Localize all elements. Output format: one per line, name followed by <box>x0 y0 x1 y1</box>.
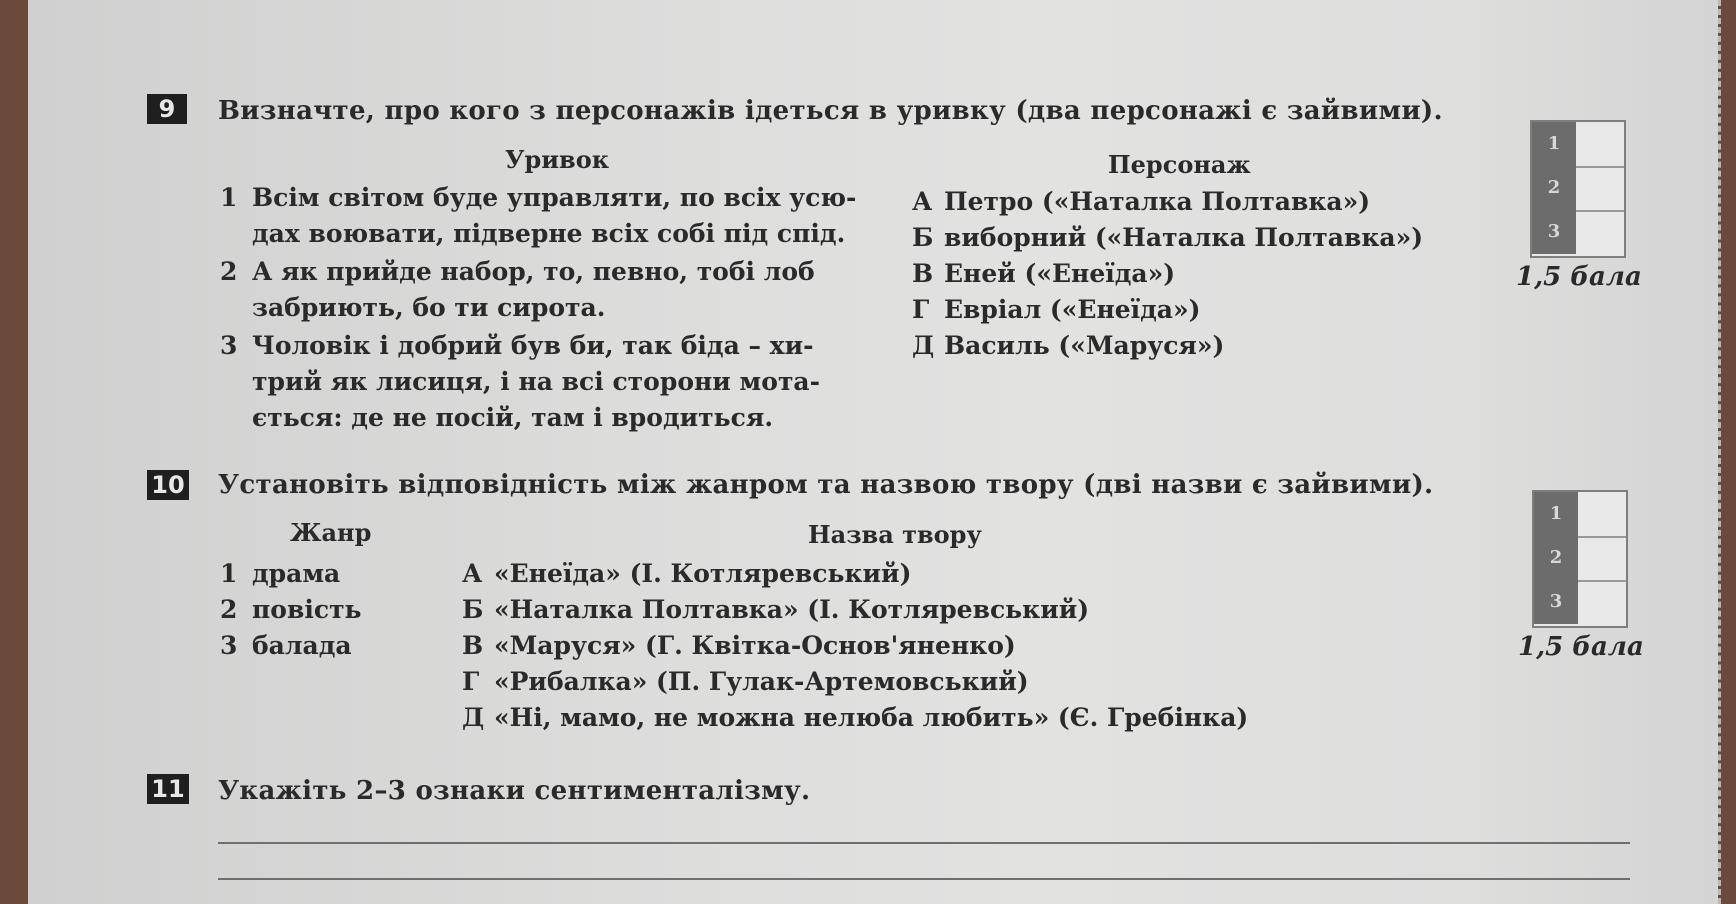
excerpt-line: Чоловік і добрий був би, так біда – хи- <box>252 331 814 360</box>
excerpt-number: 1 <box>220 183 238 212</box>
column-header-genre: Жанр <box>290 518 372 547</box>
option-text: «Наталка Полтавка» (І. Котляревський) <box>494 595 1090 624</box>
answer-cell[interactable] <box>1578 492 1626 538</box>
answer-cell[interactable] <box>1576 122 1624 168</box>
excerpt-line: А як прийде набор, то, певно, тобі лоб <box>252 257 815 286</box>
genre-number: 3 <box>220 631 238 660</box>
answer-grid <box>1530 120 1626 258</box>
genre-1 <box>220 556 340 592</box>
answer-cell[interactable] <box>1576 166 1624 212</box>
title-v <box>462 628 1016 664</box>
excerpt-line: трий як лисиця, і на всі сторони мота- <box>252 367 821 396</box>
title-d <box>462 700 1248 736</box>
option-text: «Рибалка» (П. Гулак-Артемовський) <box>494 667 1029 696</box>
option-text: «Ні, мамо, не можна нелюба любить» (Є. Гребінка) <box>494 703 1249 732</box>
excerpt-2 <box>220 254 815 326</box>
column-header-title: Назва твору <box>808 520 982 549</box>
grid-row-label: 2 <box>1532 166 1576 210</box>
answer-cell[interactable] <box>1578 580 1626 624</box>
character-b <box>912 220 1423 256</box>
column-header-excerpt: Уривок <box>505 145 610 174</box>
answer-grid <box>1532 490 1628 628</box>
option-letter: Д <box>462 703 485 732</box>
question-number-badge: 10 <box>147 470 189 500</box>
option-text: «Маруся» (Г. Квітка-Основ'яненко) <box>494 631 1016 660</box>
title-a <box>462 556 911 592</box>
title-h <box>462 664 1029 700</box>
perforation-line <box>1718 0 1721 904</box>
genre-2 <box>220 592 362 628</box>
option-letter: Г <box>912 295 930 324</box>
genre-text: балада <box>252 631 352 660</box>
question-number-badge: 11 <box>147 774 189 804</box>
question-number-badge: 9 <box>147 94 187 124</box>
option-text: Евріал («Енеїда») <box>944 295 1201 324</box>
option-letter: Б <box>462 595 484 624</box>
option-text: Петро («Наталка Полтавка») <box>944 187 1371 216</box>
title-b <box>462 592 1089 628</box>
option-text: Василь («Маруся») <box>944 331 1225 360</box>
option-letter: Г <box>462 667 480 696</box>
option-letter: В <box>912 259 934 288</box>
option-letter: Б <box>912 223 934 252</box>
answer-line[interactable] <box>218 842 1630 844</box>
option-text: Еней («Енеїда») <box>944 259 1176 288</box>
column-header-character: Персонаж <box>1108 150 1251 179</box>
test-page <box>28 0 1718 904</box>
genre-text: повість <box>252 595 362 624</box>
points-label: 1,5 бала <box>1518 632 1644 662</box>
question-instruction: Визначте, про кого з персонажів ідеться в уривку (два персонажі є зайвими). <box>218 96 1443 126</box>
genre-3 <box>220 628 352 664</box>
character-a <box>912 184 1370 220</box>
genre-text: драма <box>252 559 341 588</box>
excerpt-number: 3 <box>220 331 238 360</box>
option-letter: В <box>462 631 484 660</box>
excerpt-line: ється: де не посій, там і вродиться. <box>252 403 774 432</box>
option-text: «Енеїда» (І. Котляревський) <box>494 559 912 588</box>
grid-row-label: 2 <box>1534 536 1578 580</box>
points-label: 1,5 бала <box>1516 262 1642 292</box>
question-instruction: Установіть відповідність між жанром та назвою твору (дві назви є зайвими). <box>218 470 1434 500</box>
excerpt-line: дах воювати, підверне всіх собі під спід. <box>252 219 846 248</box>
answer-cell[interactable] <box>1576 210 1624 254</box>
option-letter: Д <box>912 331 935 360</box>
character-d <box>912 328 1224 364</box>
genre-number: 1 <box>220 559 238 588</box>
excerpt-3 <box>220 328 820 436</box>
genre-number: 2 <box>220 595 238 624</box>
option-letter: А <box>462 559 483 588</box>
excerpt-line: забриють, бо ти сирота. <box>252 293 606 322</box>
excerpt-1 <box>220 180 856 252</box>
answer-cell[interactable] <box>1578 536 1626 582</box>
grid-row-label: 3 <box>1534 580 1578 624</box>
excerpt-number: 2 <box>220 257 238 286</box>
character-h <box>912 292 1200 328</box>
answer-line[interactable] <box>218 878 1630 880</box>
excerpt-line: Всім світом буде управляти, по всіх усю- <box>252 183 857 212</box>
option-letter: А <box>912 187 933 216</box>
grid-row-label: 1 <box>1534 492 1578 536</box>
character-v <box>912 256 1175 292</box>
option-text: виборний («Наталка Полтавка») <box>944 223 1424 252</box>
grid-row-label: 3 <box>1532 210 1576 254</box>
question-instruction: Укажіть 2–3 ознаки сентименталізму. <box>218 776 811 806</box>
grid-row-label: 1 <box>1532 122 1576 166</box>
